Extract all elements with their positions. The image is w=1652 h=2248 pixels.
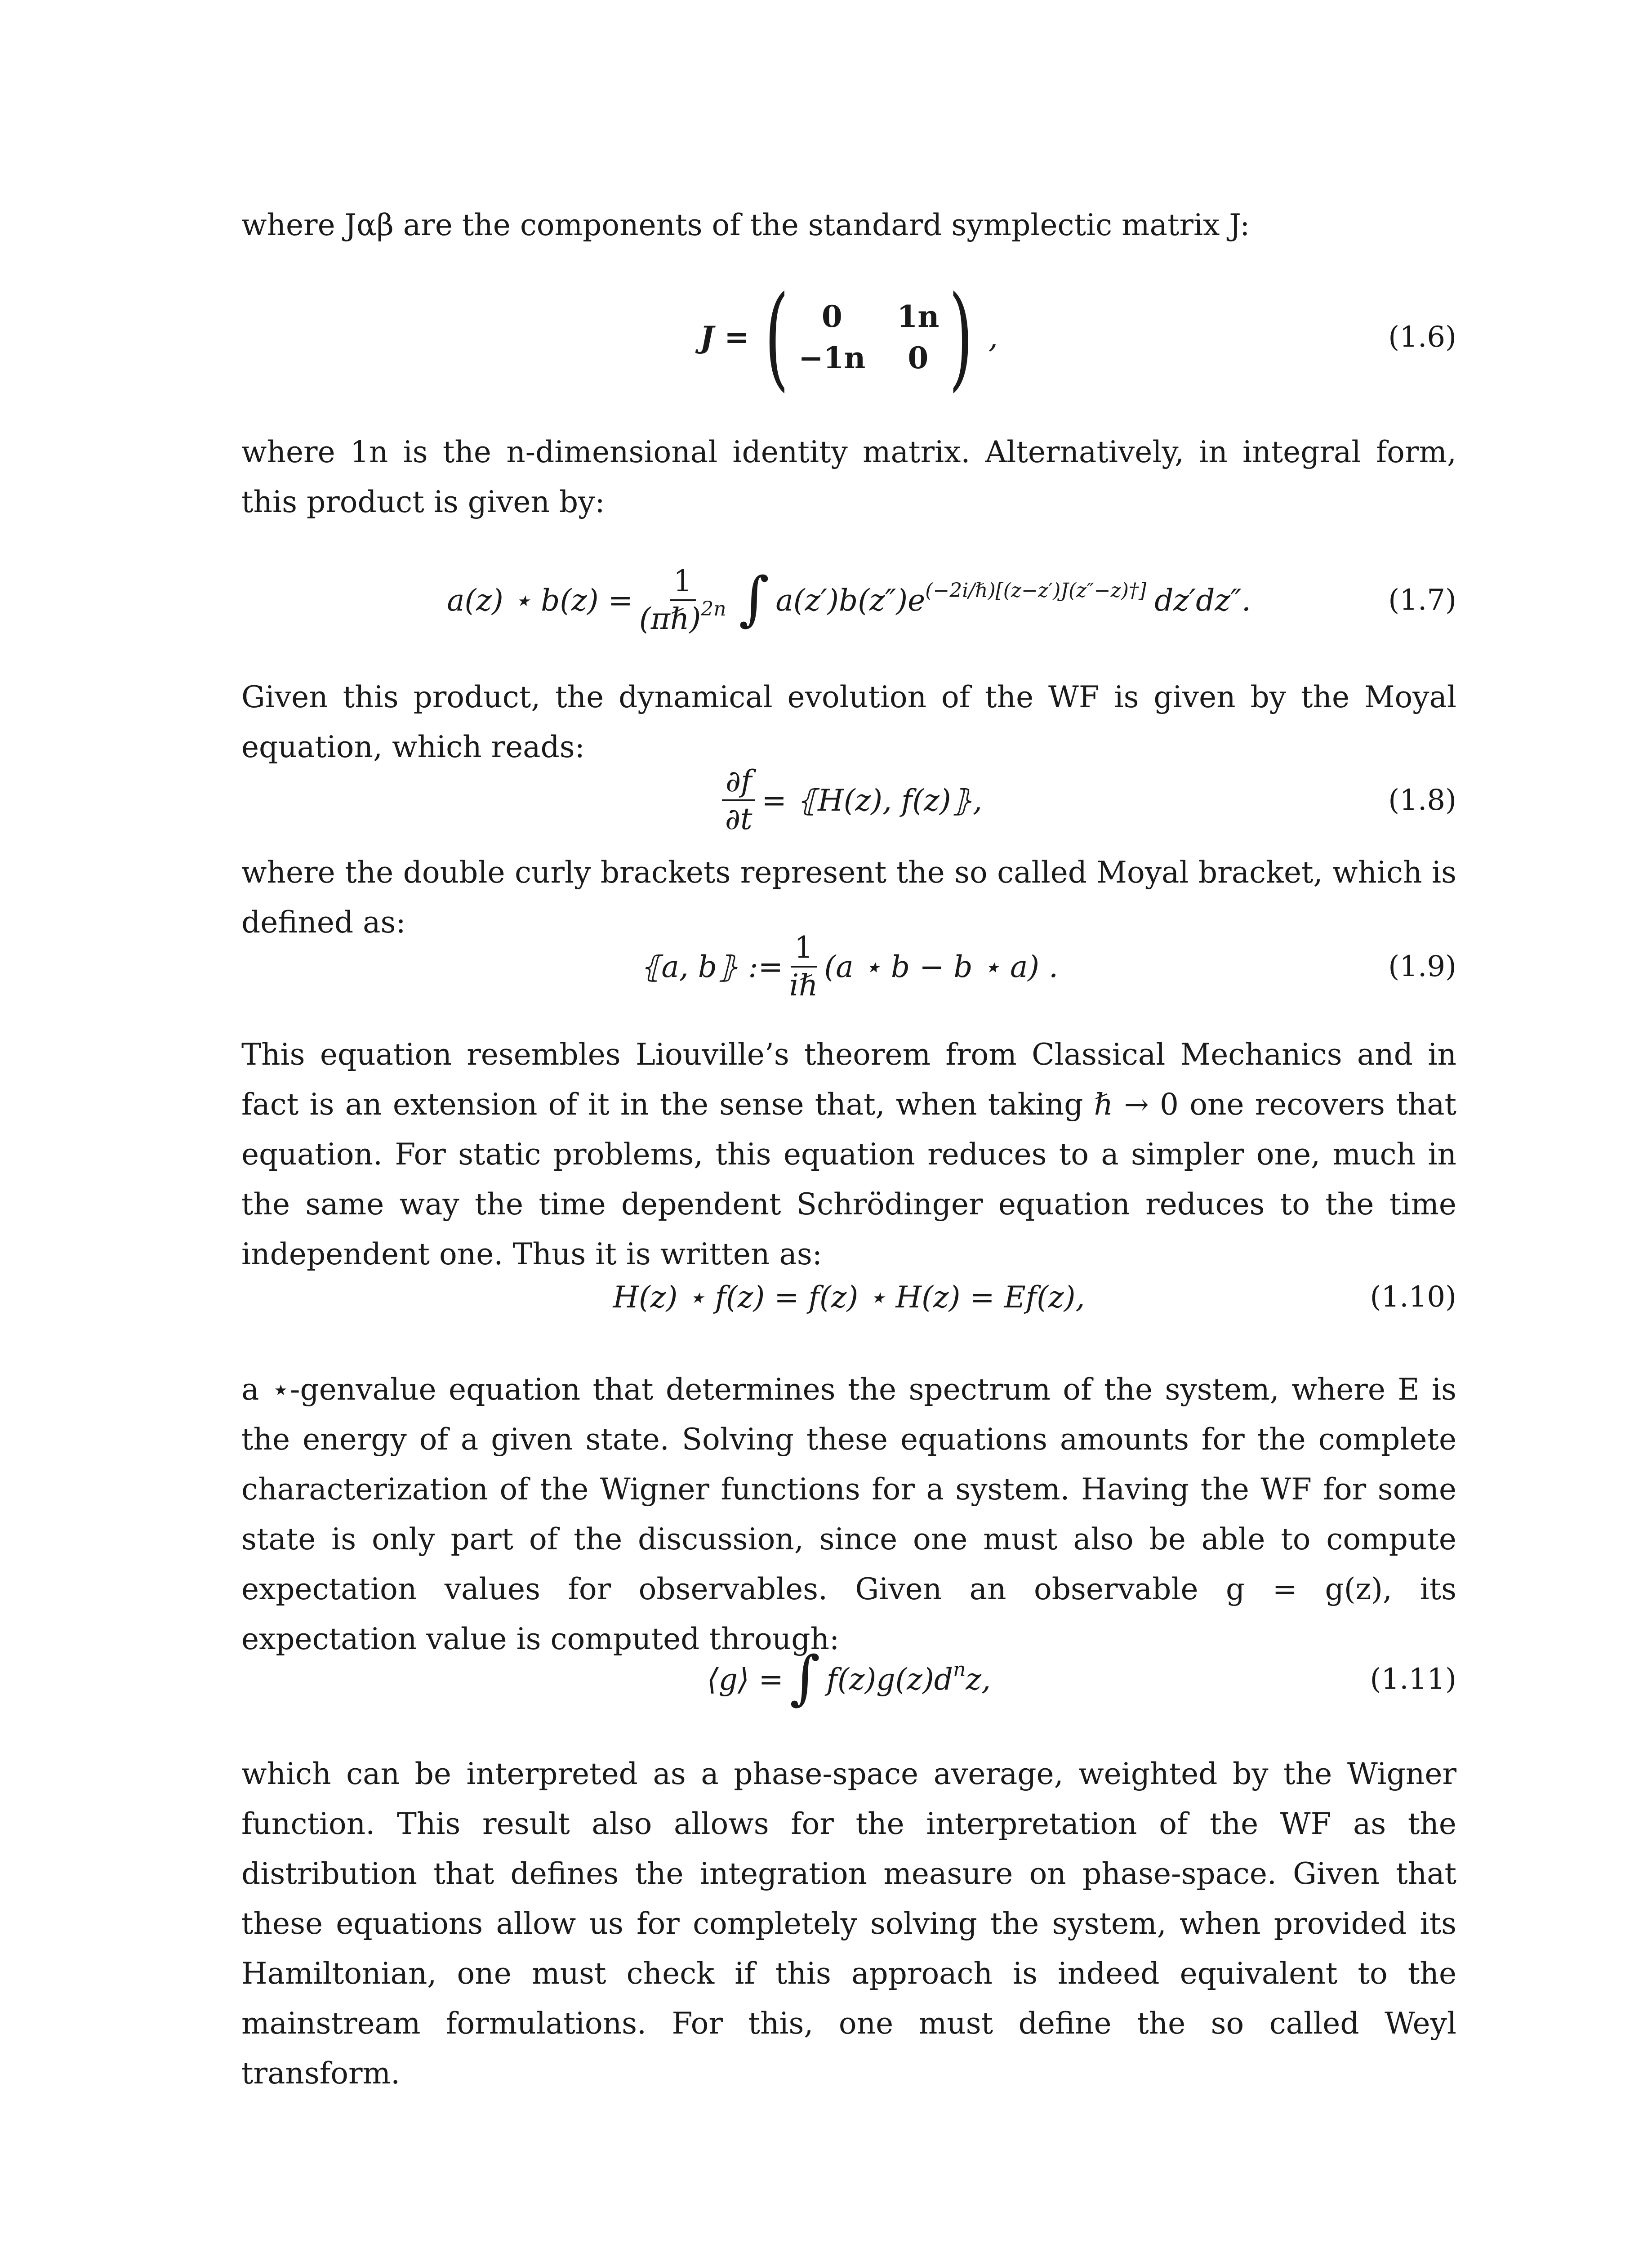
equation-number: (1.9) [1388,950,1456,983]
equation-number: (1.8) [1388,784,1456,817]
fraction-denominator: ∂t [725,802,753,836]
paragraph-liouville: This equation resembles Liouville’s theorem from Classical Mechanics and in fact is an extension of it in the sense that, when taking ℏ → 0 one recovers that equation. For static problems, this equation reduces to a simpler one, much in the same way the time dependent Schrödinger equation reduces to the time independent one. Thus it is written as: [241,1037,1456,1271]
paragraph-moyal-bracket: where the double curly brackets represent the so called Moyal bracket, which is defined as: [241,855,1456,940]
integral-sign: ∫ [739,564,770,633]
integrand-exponent: (−2i/ℏ)[(z−z′)J(z″−z)†] [925,579,1147,602]
matrix-cell: 1n [897,299,940,334]
fraction-numerator: ∂f [722,765,756,801]
matrix-grid [798,299,939,375]
eq1-6-tail: , [988,320,998,355]
equation-number: (1.7) [1388,584,1456,617]
symplectic-matrix [755,272,983,402]
equation-number: (1.11) [1370,1663,1456,1696]
eq1-9-fraction [789,932,818,1002]
fraction-denominator: iℏ [789,968,818,1003]
integrand-exponent: n [953,1658,966,1681]
integrand-text: f(z)g(z)d [826,1662,953,1697]
eq1-10-text: H(z) ⋆ f(z) = f(z) ⋆ H(z) = Ef(z), [613,1280,1085,1315]
equation-1-9 [241,922,1456,1012]
equation-1-7 [241,553,1456,647]
eq1-7-integrand [775,579,1147,618]
eq1-8-fraction [722,765,756,835]
eq1-8-rhs: = ⦃H(z), f(z)⦄, [761,783,983,818]
paragraph-stargenvalue: a ⋆-genvalue equation that determines the spectrum of the system, where E is the energy of a given state. Solving these equations amounts for the complete characterization of the Wigner functions for a system. Having the WF for some state is only part of the discussion, since one must also be able to compute expectation values for observables. Given an observable g = g(z), its expectation value is computed through: [241,1372,1456,1656]
integrand-tail: z, [966,1662,991,1697]
right-paren: ) [949,272,973,402]
eq1-7-measure: dz′dz″. [1154,583,1251,618]
eq1-11-integrand [826,1658,991,1697]
equation-number: (1.10) [1370,1280,1456,1314]
denominator-base: (πℏ) [639,602,701,636]
integrand-text: a(z′)b(z″)e [775,583,926,618]
eq1-9-rhs: (a ⋆ b − b ⋆ a) . [824,949,1059,984]
integral-sign: ∫ [789,1643,820,1712]
fraction-numerator: 1 [670,565,696,601]
fraction-numerator: 1 [791,932,817,968]
equation-1-8 [241,755,1456,845]
left-paren: ( [764,272,789,402]
matrix-cell: 0 [821,299,842,334]
equation-1-11 [241,1637,1456,1722]
paragraph-identity-matrix: where 1n is the n-dimensional identity matrix. Alternatively, in integral form, this product is given by: [241,435,1456,519]
eq1-6-lhs: J = [700,320,749,355]
equation-number: (1.6) [1388,321,1456,354]
paragraph-moyal-intro: Given this product, the dynamical evolution of the WF is given by the Moyal equation, which reads: [241,680,1456,764]
paragraph-symplectic-intro: where Jαβ are the components of the standard symplectic matrix J: [241,208,1250,242]
eq1-9-lhs: ⦃a, b⦄ := [639,949,783,984]
matrix-cell: −1n [798,340,866,375]
eq1-7-lhs: a(z) ⋆ b(z) = [447,583,633,618]
paragraph-phase-space-average: which can be interpreted as a phase-space average, weighted by the Wigner function. This result also allows for the interpretation of the WF as the distribution that defines the integration measure on phase-space. Given that these equations allow us for completely solving the system, when provided its Hamiltonian, one must check if this approach is indeed equivalent to the mainstream formulations. For this, one must define the so called Weyl transform. [241,1757,1456,2091]
eq1-11-lhs: ⟨g⟩ = [707,1662,784,1697]
fraction-denominator [639,598,726,636]
matrix-cell: 0 [908,340,929,375]
equation-1-10 [241,1263,1456,1331]
denominator-exponent: 2n [701,598,726,620]
eq1-7-fraction [639,565,726,635]
equation-1-6 [241,270,1456,405]
